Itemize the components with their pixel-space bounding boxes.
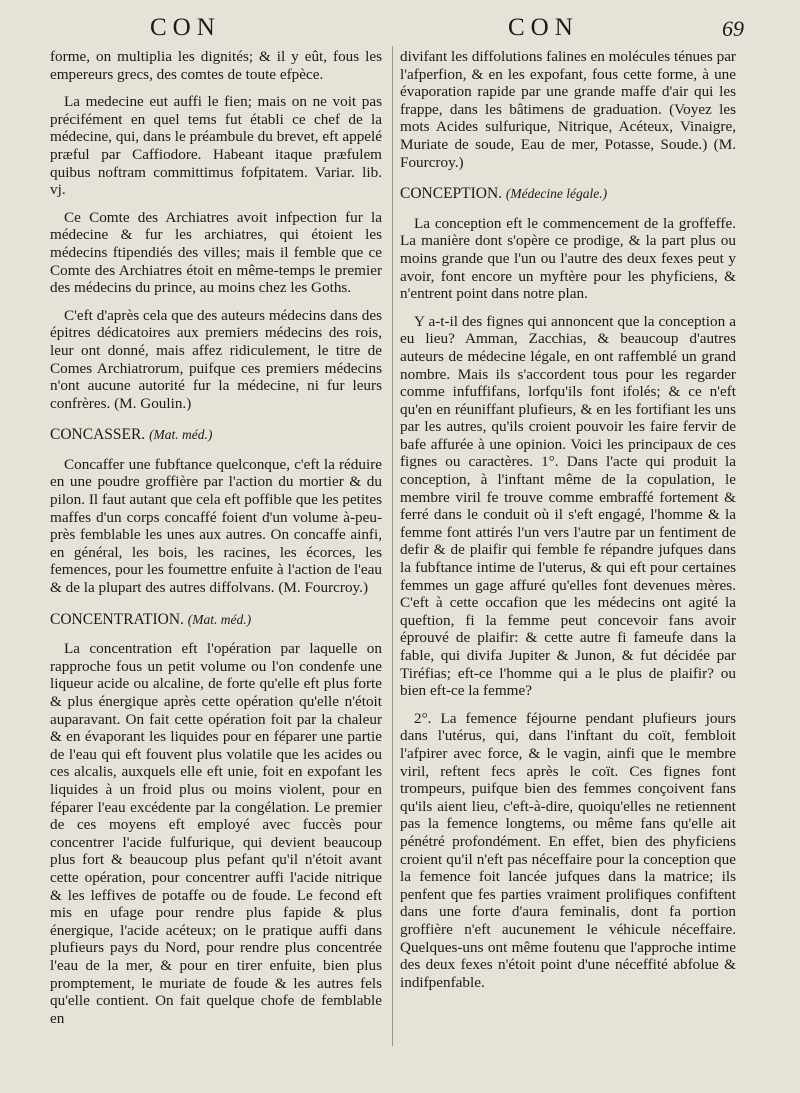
page-number: 69: [722, 16, 744, 41]
right-column: [400, 48, 736, 1001]
left-paragraph-6: La concentration eft l'opération par laquelle on rapproche fous un petit volume ou l'on condenfe une liqueur acide ou alcaline, de forte qu'elle eft plus forte & plus énergique après cette opération qu'elle n'étoit auparavant. On fait cette opération foit par la chaleur & en évaporant les liquides pour en féparer une partie de l'eau qui eft fouvent plus volatile que les acides ou ces alcalis, auxquels elle eft unie, foit en expofant les liquides à un froid plus ou moins violent, pour en féparer l'eau excédente par la congélation. Le premier de ces moyens eft employé avec fuccès pour concentrer l'acide fulfurique, qui devient beaucoup plus fort & beaucoup plus pefant qu'il n'étoit avant cette opération, pour concentrer auffi l'acide nitrique & les leffives de potaffe ou de foude. Le fecond eft mis en ufage pour rendre plus fapide & plus énergique, l'acide acéteux; on le pratique auffi dans plufieurs pays du Nord, pour rendre plus concentrée l'eau de la mer, & pour en tirer enfuite, bien plus promptement, le muriate de foude & les autres fels qu'elle contient. On fait quelque chofe de femblable en: [50, 640, 382, 1027]
entry-heading-concasser: [50, 426, 382, 444]
left-paragraph-3: Ce Comte des Archiatres avoit infpection fur la médecine & fur les archiatres, qui étoient les médecins ftipendiés des villes; mais il femble que ce Comte des Archiatres étoit en même-temps le premier des médecins du prince, au moins chez les Goths.: [50, 208, 382, 297]
column-divider: [392, 46, 393, 1046]
entry-title: CONCASSER.: [50, 426, 146, 444]
left-running-title: CON: [150, 14, 221, 41]
right-paragraph-1: divifant les diffolutions falines en molécules ténues par l'afperfion, & en les expofant, fous cette forme, à une évaporation rapide par une grande maffe d'air qui les frappe, dans les bâtimens de graduation. (Voyez les mots Acides sulfurique, Nitrique, Acéteux, Vinaigre, Muriate de soude, Eau de mer, Potasse, Soude.) (M. Fourcroy.): [400, 48, 736, 171]
entry-category: (Médecine légale.): [505, 186, 608, 202]
entry-title: CONCENTRATION.: [50, 610, 184, 628]
left-paragraph-2: La medecine eut auffi le fien; mais on ne voit pas précifément en quel tems fut établi ce chef de la médecine, qui, dans le préambule du brevet, eft appelé præful par Caffiodore. Habeant itaque præfulem quibus noftram committimus fofpitatem. Variar. lib. vj.: [50, 93, 382, 199]
right-paragraph-3: Y a-t-il des fignes qui annoncent que la conception a eu lieu? Amman, Zacchias, & beaucoup d'autres auteurs de médecine légale, en ont raffemblé un grand nombre. Mais ils s'accordent tous pour les regarder comme infuffifans, lorfqu'ils font ifolés; & ce n'eft qu'en en réuniffant plufieurs, & en les fortifiant les uns par les autres, qu'ils croient pouvoir les faire fervir de bafe affurée à une opinion. Voici les principaux de ces fignes ou caractères. 1°. Dans l'acte qui produit la conception, à l'inftant même de la copulation, le membre viril fe trouve comme embraffé fortement & ferré dans le conduit où il s'eft engagé, l'homme & la femme font attirés l'un vers l'autre par un fentiment de defir & de plaifir qui femble fe répandre jufques dans la fubftance intime de l'uterus, & qui eft pour certaines femmes un gage affuré qu'elles font devenues mères. C'eft à cette occafion que les médecins ont agité la queftion, fi la femme peut concevoir fans avoir éprouvé de plaifir: & cette autre fi fameufe dans la fable, qui divifa Jupiter & Junon, & fut décidée par Tiréfias; eft-ce l'homme qui a le plus de plaifir? ou bien eft-ce la femme?: [400, 312, 736, 700]
right-paragraph-2: La conception eft le commencement de la groffeffe. La manière dont s'opère ce prodige, & la part plus ou moins grande que l'un ou l'autre des deux fexes peut y avoir, font encore un myftère pour les phyficiens, & n'entrent point dans notre plan.: [400, 214, 736, 303]
left-paragraph-5: Concaffer une fubftance quelconque, c'eft la réduire en une poudre groffière par l'action du mortier & du pilon. Il faut autant que cela eft poffible que les petites maffes d'un corps concaffé foient d'un volume à-peu-près femblable les unes aux autres. On concaffe ainfi, en général, les bois, les racines, les écorces, les femences, pour les foumettre enfuite à l'action de l'eau & de la plupart des autres diffolvans. (M. Fourcroy.): [50, 455, 382, 597]
entry-category: (Mat. méd.): [187, 611, 252, 627]
left-column: [50, 48, 382, 1037]
entry-category: (Mat. méd.): [149, 427, 213, 443]
left-paragraph-1: forme, on multiplia les dignités; & il y eût, fous les empereurs grecs, des comtes de toute efpèce.: [50, 48, 382, 83]
right-running-title: CON: [508, 14, 579, 41]
left-paragraph-4: C'eft d'après cela que des auteurs médecins dans des épitres dédicatoires aux premiers médecins des rois, leur ont donné, mais affez ridiculement, le titre de Comes Archiatrorum, puifque ces premiers médecins n'ont aucune autorité fur la médecine, ni fur leurs confrères. (M. Goulin.): [50, 306, 382, 412]
right-paragraph-4: 2°. La femence féjourne pendant plufieurs jours dans l'utérus, qui, dans l'inftant du coït, fembloit l'afpirer avec force, & le vagin, ainfi que le membre viril, reftent fecs après le coït. Ces fignes font trompeurs, puifque bien des femmes conçoivent fans qu'ils aient lieu, c'eft-à-dire, quoiqu'elles ne retiennent pas la femence longtems, ou même fans qu'elle ait pénétré profondément. En effet, bien des phyficiens croient qu'il n'eft pas néceffaire pour la conception que la femence foit lancée jufques dans la matrice; ils penfent que fes parties vraiment prolifiques confiftent dans une forte d'aura feminalis, dont fa portion groffière n'eft aucunement le véhicule néceffaire. Quelques-uns ont même foutenu que l'approche intime des deux fexes n'étoit point d'une néceffité abfolue & indifpenfable.: [400, 709, 736, 991]
entry-title: CONCEPTION.: [400, 185, 503, 203]
entry-heading-concentration: [50, 611, 382, 629]
running-head: [0, 8, 800, 42]
entry-heading-conception: [400, 185, 736, 203]
